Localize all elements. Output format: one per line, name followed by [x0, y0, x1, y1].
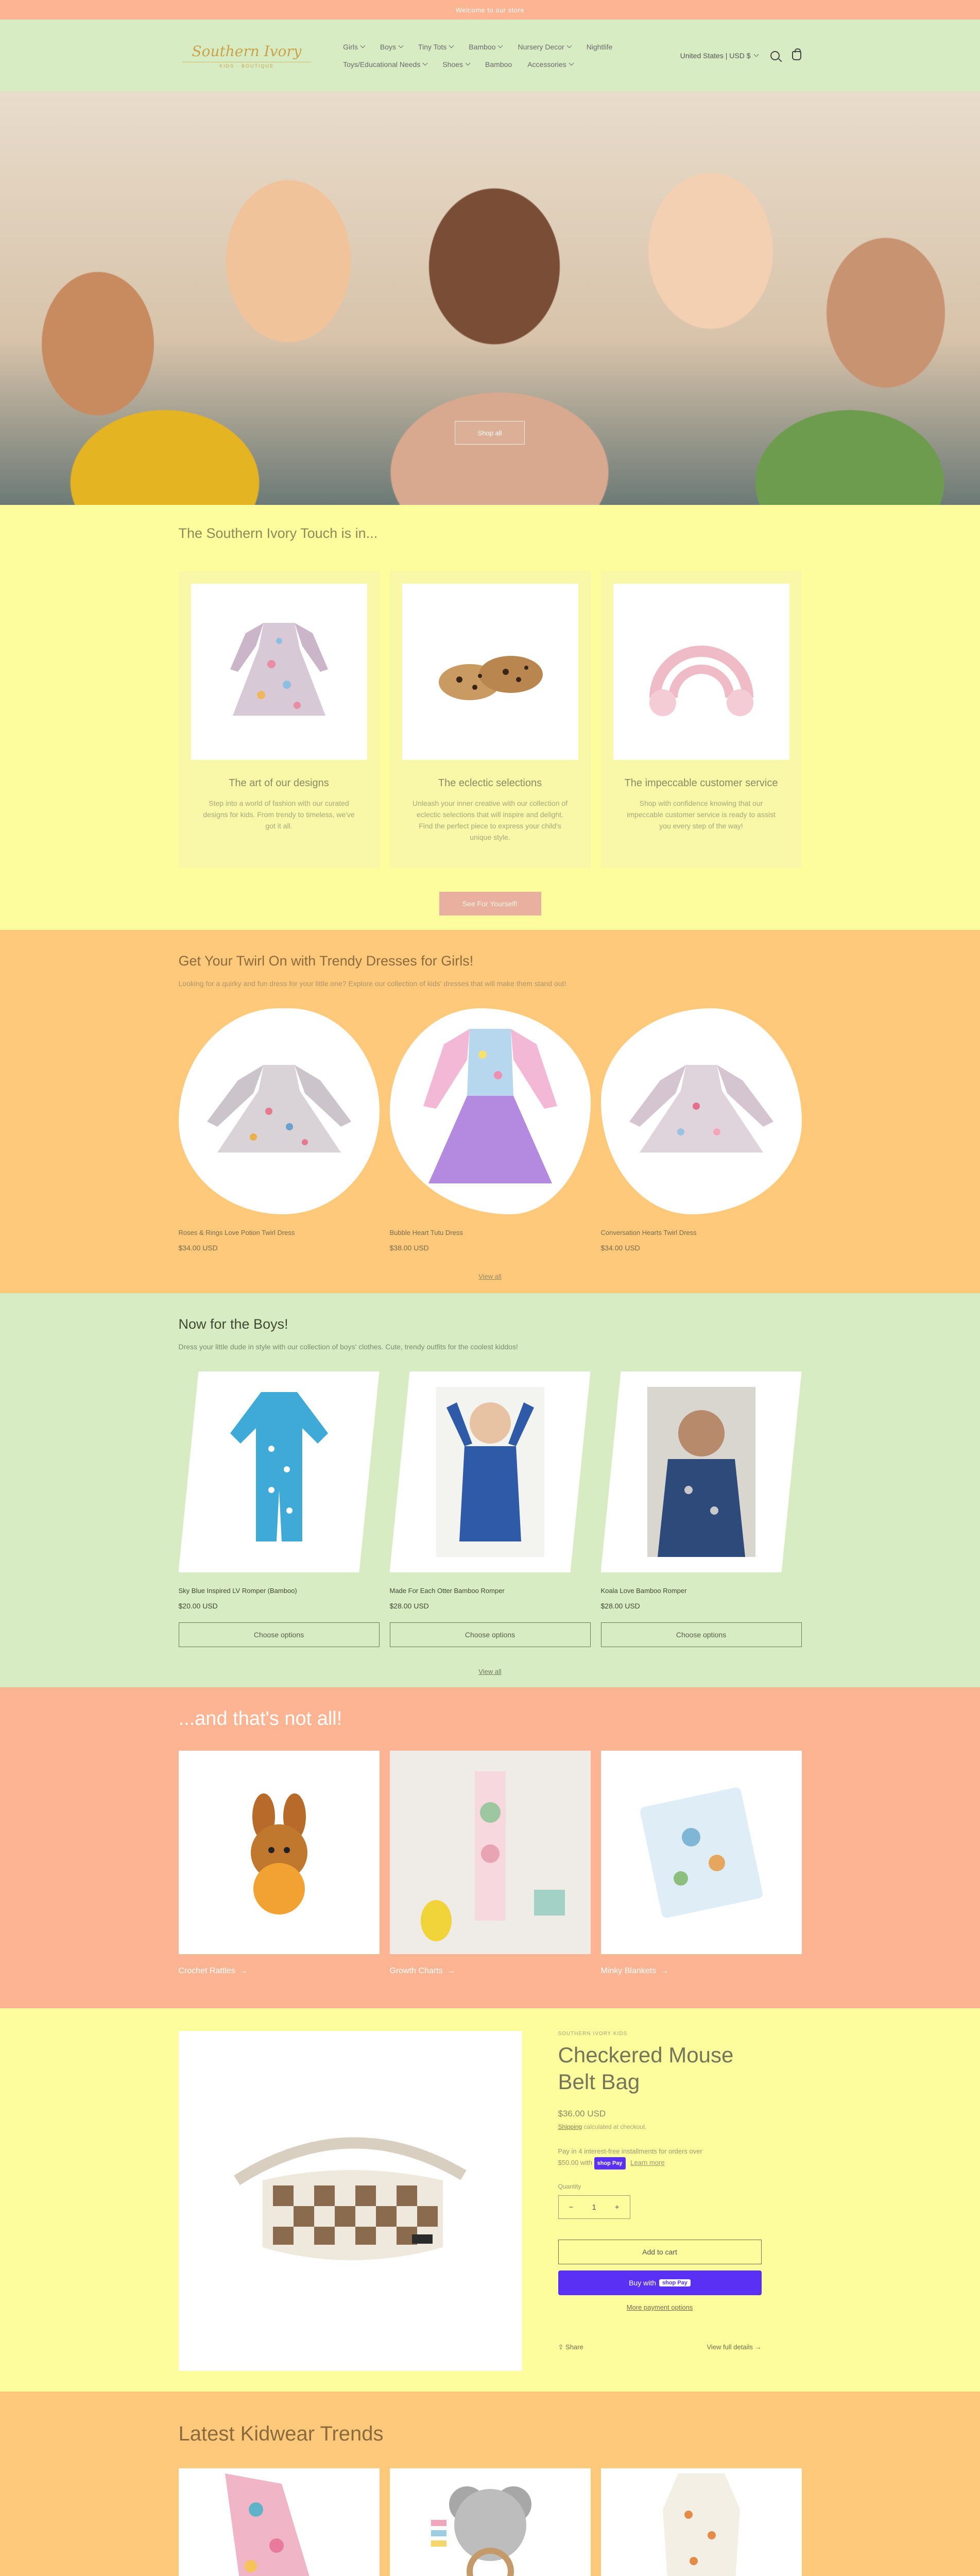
collection-image: [601, 1751, 802, 1954]
product-card[interactable]: [179, 1008, 380, 1252]
arrow-right-icon: →: [446, 1967, 455, 1975]
nav-item-nursery-decor[interactable]: [518, 43, 571, 51]
nav-label: Nursery Decor: [518, 42, 564, 51]
product-card[interactable]: [601, 1008, 802, 1252]
collection-label: Crochet Rattles: [178, 1967, 235, 1975]
chevron-down-icon: [423, 61, 428, 66]
installments-text: Pay in 4 interest-free installments for orders over: [558, 2147, 702, 2155]
arrow-right-icon: →: [754, 2343, 762, 2351]
choose-options-button[interactable]: Choose options: [390, 1622, 591, 1647]
chevron-down-icon: [754, 52, 759, 57]
country-label: United States | USD $: [680, 51, 751, 60]
product-price: $36.00 USD: [558, 2109, 606, 2119]
shipping-link[interactable]: Shipping: [558, 2123, 582, 2130]
buy-with-shop-pay-button[interactable]: [558, 2270, 762, 2295]
nav-item-bamboo[interactable]: [469, 43, 502, 51]
logo-text: Southern Ivory: [192, 42, 302, 60]
nav-label: Toys/Educational Needs: [343, 60, 421, 69]
collections-section: [0, 1687, 980, 2008]
product-price: $38.00 USD: [389, 1244, 429, 1252]
girls-view-all-link[interactable]: View all: [478, 1273, 502, 1280]
chevron-down-icon: [399, 43, 404, 48]
collection-name: [601, 1967, 669, 1976]
header-actions: [680, 51, 802, 60]
dress-image: [191, 584, 367, 760]
blog-section: [0, 2392, 980, 2576]
minky-blanket-illustration: [634, 1781, 768, 1925]
view-details-label: View full details: [707, 2343, 753, 2351]
product-image: [179, 1371, 380, 1572]
koala-romper-photo: [647, 1387, 755, 1557]
product-image: [601, 1371, 802, 1572]
product-name: Bubble Heart Tutu Dress: [389, 1229, 463, 1236]
main-nav: [343, 43, 652, 69]
growth-chart-illustration: [390, 1751, 591, 1954]
girls-subtitle: Looking for a quirky and fun dress for your little one? Explore our collection of kids' dresses that will make them stand out!: [178, 979, 566, 988]
nav-label: Bamboo: [485, 60, 512, 69]
product-image: [390, 1371, 591, 1572]
product-card[interactable]: [390, 1008, 591, 1252]
card-text: Shop with confidence knowing that our impeccable customer service is ready to assist you every step of the way!: [627, 799, 776, 830]
product-card[interactable]: [179, 1371, 380, 1647]
quantity-label: Quantity: [558, 2183, 581, 2190]
touch-card-service: [601, 571, 802, 868]
product-image: [601, 1008, 802, 1214]
announcement-bar: [0, 0, 980, 20]
arrow-right-icon: →: [660, 1967, 669, 1975]
quantity-value[interactable]: 1: [592, 2202, 596, 2212]
more-payment-options-link[interactable]: More payment options: [626, 2303, 693, 2311]
touch-section: [0, 505, 980, 930]
product-name: Made For Each Otter Bamboo Romper: [389, 1587, 505, 1595]
boys-view-all-link[interactable]: View all: [478, 1668, 502, 1675]
collection-card[interactable]: [601, 1751, 802, 1976]
collection-image: [390, 1751, 591, 1954]
product-name: Sky Blue Inspired LV Romper (Bamboo): [178, 1587, 297, 1595]
touch-card-designs: [179, 571, 380, 868]
leopard-shoes-illustration: [428, 631, 552, 713]
card-title: The art of our designs: [229, 777, 329, 789]
plus-icon[interactable]: +: [614, 2202, 620, 2212]
product-title: Checkered Mouse Belt Bag: [558, 2043, 734, 2094]
share-button[interactable]: [558, 2343, 583, 2351]
cart-icon[interactable]: [792, 51, 801, 60]
minus-icon[interactable]: −: [569, 2202, 574, 2212]
collection-label: Growth Charts: [389, 1967, 443, 1975]
see-for-yourself-button[interactable]: See For Yourself!: [439, 892, 541, 916]
chevron-down-icon: [569, 61, 574, 66]
blog-post-card[interactable]: [601, 2468, 802, 2576]
product-price: $28.00 USD: [389, 1602, 429, 1610]
otter-romper-photo: [436, 1387, 544, 1557]
tutu-dress-illustration: [413, 1019, 568, 1204]
nav-item-nightlife[interactable]: [587, 43, 613, 51]
card-text: Step into a world of fashion with our curated designs for kids. From trendy to timeless, we've got it all.: [203, 799, 355, 830]
chevron-down-icon: [466, 61, 471, 66]
hearts-dress-illustration: [619, 1055, 784, 1168]
collections-title: ...and that's not all!: [178, 1708, 342, 1730]
country-selector[interactable]: [680, 52, 759, 60]
blog-post-image: [601, 2468, 802, 2576]
shipping-text: calculated at checkout.: [582, 2123, 647, 2130]
installments-with: with: [578, 2159, 594, 2166]
nav-label: Shoes: [442, 60, 463, 69]
nav-label: Nightlife: [586, 42, 613, 51]
site-logo[interactable]: [179, 38, 315, 74]
rainbow-teether-image: [613, 584, 789, 760]
blog-post-card[interactable]: [179, 2468, 380, 2576]
girls-section: [0, 930, 980, 1293]
girls-title: Get Your Twirl On with Trendy Dresses for Girls!: [178, 953, 474, 969]
shipping-note: [558, 2123, 762, 2130]
nav-label: Bamboo: [469, 42, 496, 51]
product-image: [179, 1008, 380, 1214]
chevron-down-icon: [498, 43, 503, 48]
nav-item-toys[interactable]: [343, 60, 427, 69]
product-vendor: SOUTHERN IVORY KIDS: [558, 2031, 628, 2037]
collection-image: [179, 1751, 380, 1954]
swaddle-illustration: [179, 2468, 380, 2576]
installments-note: [558, 2146, 762, 2170]
share-icon: ⇪: [558, 2343, 564, 2351]
crochet-snail-illustration: [228, 1786, 331, 1920]
rainbow-icon: [640, 620, 763, 723]
site-header: [0, 20, 980, 91]
romper-illustration: [225, 1387, 333, 1557]
logo-tagline: KIDS · BOUTIQUE: [219, 63, 274, 69]
blog-post-image: [390, 2468, 591, 2576]
twirl-dress-illustration: [197, 1055, 362, 1168]
card-title: The impeccable customer service: [624, 777, 778, 789]
buy-with-label: Buy with: [629, 2279, 656, 2287]
quantity-stepper[interactable]: [558, 2195, 630, 2219]
collection-card[interactable]: [179, 1751, 380, 1976]
share-label: Share: [565, 2343, 583, 2351]
collection-card[interactable]: [390, 1751, 591, 1976]
nav-label: Boys: [380, 42, 397, 51]
product-name: Conversation Hearts Twirl Dress: [600, 1229, 697, 1236]
shop-pay-logo: shop Pay: [659, 2279, 691, 2286]
featured-product-section: [0, 2008, 980, 2392]
boys-subtitle: Dress your little dude in style with our collection of boys' clothes. Cute, trendy outfits for the coolest kiddos!: [178, 1343, 518, 1351]
announcement-text: Welcome to our store: [455, 6, 525, 14]
romper-illustration: [601, 2468, 802, 2576]
product-name: Roses & Rings Love Potion Twirl Dress: [178, 1229, 295, 1236]
nav-label: Accessories: [527, 60, 566, 69]
collection-name: [179, 1967, 248, 1976]
blog-post-card[interactable]: [390, 2468, 591, 2576]
view-full-details-link[interactable]: [707, 2343, 762, 2351]
product-price: $34.00 USD: [600, 1244, 640, 1252]
touch-title: The Southern Ivory Touch is in...: [178, 526, 378, 541]
hero-banner: [0, 91, 980, 505]
product-price: $28.00 USD: [600, 1602, 640, 1610]
search-icon[interactable]: [770, 51, 780, 60]
shoes-image: [402, 584, 578, 760]
chevron-down-icon: [566, 43, 572, 48]
add-to-cart-button[interactable]: Add to cart: [558, 2240, 762, 2264]
product-card[interactable]: [390, 1371, 591, 1647]
boys-section: [0, 1293, 980, 1687]
collection-name: [390, 1967, 455, 1976]
chevron-down-icon: [449, 43, 454, 48]
choose-options-button[interactable]: Choose options: [601, 1622, 802, 1647]
choose-options-button[interactable]: Choose options: [179, 1622, 380, 1647]
nav-label: Girls: [343, 42, 358, 51]
shop-pay-badge: shop Pay: [594, 2157, 626, 2170]
card-text: Unleash your inner creative with our collection of eclectic selections that will inspire and delight. Find the perfect piece to express your child's unique style.: [412, 799, 568, 841]
belt-bag-illustration: [227, 2119, 474, 2283]
featured-product-image[interactable]: [179, 2031, 522, 2371]
featured-product-info: [558, 2031, 762, 2371]
chevron-down-icon: [360, 43, 365, 48]
nav-item-bamboo-2[interactable]: [485, 60, 512, 69]
nav-item-accessories[interactable]: [527, 60, 573, 69]
nav-item-girls[interactable]: [343, 43, 365, 51]
touch-card-selections: [390, 571, 591, 868]
boys-title: Now for the Boys!: [178, 1316, 288, 1332]
learn-more-link[interactable]: Learn more: [630, 2159, 665, 2166]
dress-illustration: [215, 613, 343, 731]
product-name: Koala Love Bamboo Romper: [600, 1587, 687, 1595]
product-image: [390, 1008, 591, 1214]
hero-shop-all-button[interactable]: Shop all: [455, 421, 525, 445]
blog-title: Latest Kidwear Trends: [178, 2422, 384, 2445]
nav-item-tiny-tots[interactable]: [418, 43, 453, 51]
product-price: $20.00 USD: [178, 1602, 218, 1610]
collection-label: Minky Blankets: [600, 1967, 657, 1975]
nav-label: Tiny Tots: [418, 42, 447, 51]
product-card[interactable]: [601, 1371, 802, 1647]
card-title: The eclectic selections: [438, 777, 542, 789]
nav-item-shoes[interactable]: [442, 60, 470, 69]
installments-amount: $50.00: [558, 2159, 579, 2166]
koala-toy-illustration: [390, 2468, 591, 2576]
nav-item-boys[interactable]: [380, 43, 403, 51]
arrow-right-icon: →: [239, 1967, 248, 1975]
product-price: $34.00 USD: [178, 1244, 218, 1252]
blog-post-image: [179, 2468, 380, 2576]
